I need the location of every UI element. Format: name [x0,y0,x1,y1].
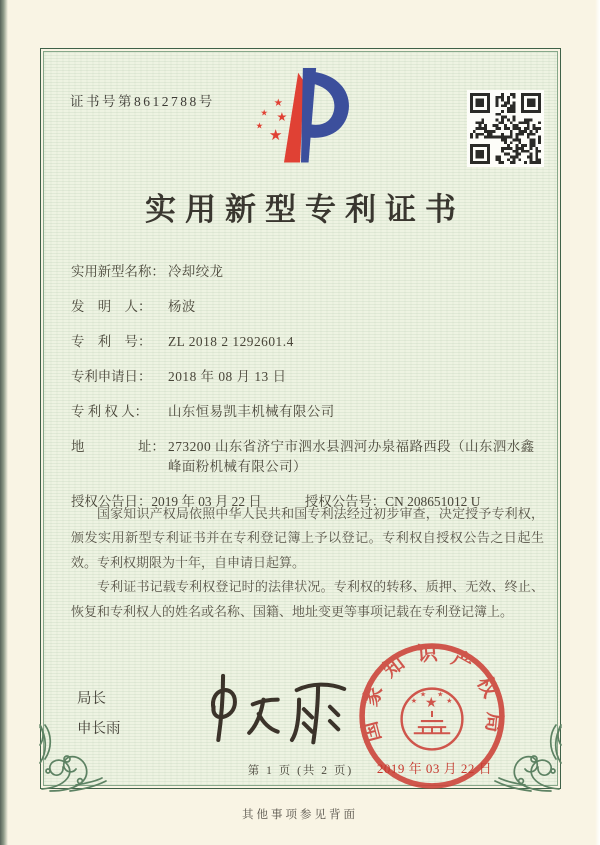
field-inventor [71,297,541,317]
field-utility-model-name [71,262,541,282]
field-application-date [71,367,541,387]
director-name: 申长雨 [77,721,121,737]
field-label: 专 利 号： [71,334,152,349]
field-value: 冷却绞龙 [168,264,224,279]
svg-text:★: ★ [419,689,427,699]
grant-number-value: CN 208651012 U [385,494,481,509]
scan-edge-right [595,0,600,845]
svg-text:★: ★ [410,695,418,705]
cnipa-patent-logo-icon [243,68,359,172]
field-value: 273200 山东省济宁市泗水县泗河办泉福路西段（山东泗水鑫峰面粉机械有限公司） [168,439,535,474]
field-value: 杨波 [168,299,196,314]
grant-date-value: 2019 年 03 月 22 日 [151,494,262,509]
grant-number-label: 授权公告号： [304,494,386,509]
field-label: 专利申请日： [71,369,152,384]
svg-text:★: ★ [424,694,438,711]
director-title: 局长 [77,691,106,707]
field-address [71,437,541,477]
scan-edge-left [0,0,8,845]
field-label: 专 利 权 人： [71,404,148,419]
field-value: ZL 2018 2 1292601.4 [168,334,294,349]
seal-ring-text: 国家知识产权局 [359,642,506,745]
svg-text:★: ★ [275,109,287,124]
field-label: 实用新型名称： [71,264,165,279]
svg-text:★: ★ [259,108,268,119]
field-value: 山东恒易凯丰机械有限公司 [168,404,335,419]
certificate-border-frame [40,48,561,789]
certificate-title: 实用新型专利证书 [145,192,465,227]
qr-code [467,90,544,167]
field-label: 地 址： [71,439,165,454]
certificate-inner-area [43,51,558,786]
svg-text:★: ★ [437,689,444,699]
svg-text:★: ★ [255,121,263,132]
legal-paragraph-1: 国家知识产权局依照中华人民共和国专利法经过初步审查，决定授予专利权，颁发实用新型专利证书并在专利登记簿上予以登记。专利权自授权公告之日起生效。专利权期限为十年，自申请日起算。 [71,506,544,570]
seal-date: 2019 年 03 月 22 日 [376,761,493,776]
legal-text [71,502,544,624]
page-number: 第 1 页 (共 2 页) [247,765,354,777]
grant-date-label: 授权公告日： [71,494,152,509]
field-value: 2018 年 08 月 13 日 [168,369,287,384]
field-patentee [71,402,541,422]
field-patent-number [71,332,541,352]
certificate-fields [71,262,541,512]
director-signature [179,664,374,759]
legal-paragraph-2: 专利证书记载专利权登记时的法律状况。专利权的转移、质押、无效、终止、恢复和专利权人的姓名或名称、国籍、地址变更等事项记载在专利登记簿上。 [71,579,544,619]
svg-text:★: ★ [446,695,453,705]
certificate-number: 证书号第8612788号 [70,94,215,109]
field-label: 发 明 人： [71,299,152,314]
director-block [77,684,121,744]
footer-note: 其他事项参见背面 [242,809,358,821]
svg-text:★: ★ [273,96,283,109]
svg-text:★: ★ [268,125,282,144]
